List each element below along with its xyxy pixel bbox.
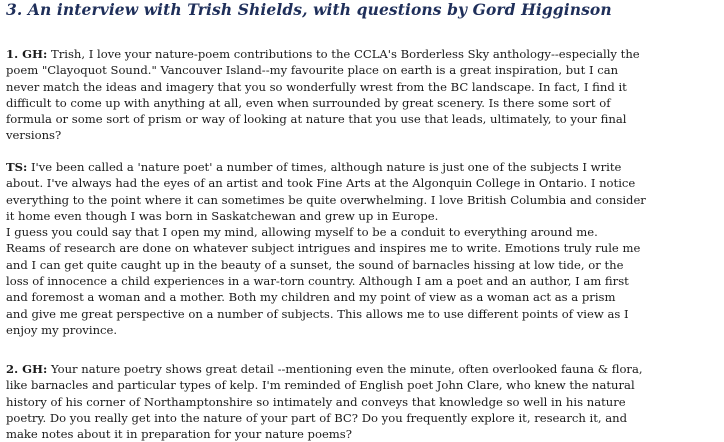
question-1 [6,46,718,144]
section-title: 3. An interview with Trish Shields, with questions by Gord Higginson [6,0,612,19]
question-1-line-4: difficult to come up with anything at all, even when surrounded by great scenery. Is there some sort of [6,95,611,110]
answer-1-line-8: loss of innocence a child experiences in a war-torn country. Although I am a poet and an author, I am first [6,274,629,289]
question-2-line-2: like barnacles and particular types of kelp. I'm reminded of English poet John Clare, who knew the natural [6,378,635,393]
question-1-line-6: versions? [6,128,62,143]
question-1-label: 1. GH: [6,47,48,61]
answer-1-line-1: TS: I've been called a 'nature poet' a number of times, although nature is just one of the subjects I write [6,160,622,174]
question-1-line-1: 1. GH: Trish, I love your nature-poem contributions to the CCLA's Borderless Sky anthology--especially the [6,47,640,61]
answer-1-label: TS: [6,160,28,174]
answer-1-line-4: it home even though I was born in Saskatchewan and grew up in Europe. [6,208,439,223]
question-1-line-3: never match the ideas and imagery that you so wonderfully wrest from the BC landscape. In fact, I find it [6,79,627,94]
answer-1-line-10: and give me great perspective on a number of subjects. This allows me to use different points of view as I [6,306,629,321]
question-2-label: 2. GH: [6,362,48,376]
answer-1-line-3: everything to the point where it can sometimes be quite overwhelming. I love British Columbia and consider [6,192,646,207]
question-2 [6,361,718,442]
answer-1-line-9: and foremost a woman and a mother. Both my children and my point of view as a woman act as a prism [6,290,616,305]
answer-1-line-11: enjoy my province. [6,322,118,337]
question-2-line-1: 2. GH: Your nature poetry shows great detail --mentioning even the minute, often overlooked fauna & flora, [6,362,643,376]
answer-1 [6,159,718,338]
answer-1-line-5: I guess you could say that I open my mind, allowing myself to be a conduit to everything around me. [6,225,598,240]
answer-1-line-7: and I can get quite caught up in the beauty of a sunset, the sound of barnacles hissing at low tide, or the [6,257,624,272]
answer-1-line-2: about. I've always had the eyes of an artist and took Fine Arts at the Algonquin College in Ontario. I notice [6,176,636,191]
question-1-line-2: poem "Clayoquot Sound." Vancouver Island--my favourite place on earth is a great inspiration, but I can [6,63,619,78]
question-2-line-3: history of his corner of Northamptonshire so intimately and conveys that knowledge so well in his nature [6,394,626,409]
question-1-line-5: formula or some sort of prism or way of looking at nature that you use that leads, ultimately, to your final [6,112,627,127]
question-2-line-4: poetry. Do you really get into the nature of your part of BC? Do you frequently explore it, research it, and [6,410,628,425]
question-2-line-5: make notes about it in preparation for your nature poems? [6,427,352,442]
answer-1-line-6: Reams of research are done on whatever subject intrigues and inspires me to write. Emotions truly rule me [6,241,641,256]
